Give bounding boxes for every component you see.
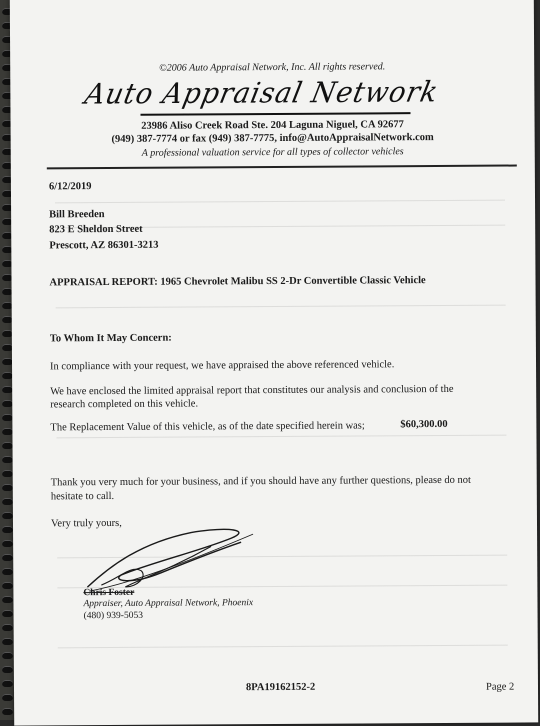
recipient-name: Bill Breeden [49, 209, 105, 221]
binder-ring [2, 568, 13, 575]
binder-ring [2, 540, 13, 547]
company-address: 23986 Aliso Creek Road Ste. 204 Laguna Niguel, CA 92677 [141, 119, 404, 132]
logo-underline [140, 112, 410, 116]
reference-number: 8PA19162152-2 [245, 681, 316, 694]
binder-ring [2, 456, 13, 463]
recipient-street: 823 E Sheldon Street [49, 223, 143, 236]
copyright-notice: ©2006 Auto Appraisal Network, Inc. All rights reserved. [159, 61, 386, 74]
handwritten-signature [81, 524, 261, 595]
binder-ring [2, 638, 13, 645]
recipient-city: Prescott, AZ 86301-3213 [49, 239, 159, 252]
paragraph-thanks-line1: Thank you very much for your business, and if you should have any further questions, please do not [50, 474, 471, 489]
binder-ring [2, 610, 13, 617]
appraisal-subject: APPRAISAL REPORT: 1965 Chevrolet Malibu SS 2-Dr Convertible Classic Vehicle [49, 275, 426, 289]
binder-ring [2, 694, 13, 701]
binder-ring [2, 624, 13, 631]
binder-ring [2, 652, 13, 659]
page-number: Page 2 [485, 681, 515, 693]
binder-ring [2, 484, 13, 491]
closing: Very truly yours, [50, 517, 122, 530]
company-logo: Auto Appraisal Network [82, 76, 442, 111]
binder-ring [2, 498, 13, 505]
binder-ring [2, 666, 13, 673]
replacement-value-label: The Replacement Value of this vehicle, as of the date specified herein was; [50, 420, 365, 434]
signer-name: Chris Foster [83, 587, 135, 599]
paragraph-enclosed-line1: We have enclosed the limited appraisal report that constitutes our analysis and conclusion of the [50, 383, 454, 398]
binder-ring [2, 470, 13, 477]
binder-ring [2, 442, 13, 449]
letterhead-divider [47, 165, 517, 169]
salutation: To Whom It May Concern: [49, 332, 172, 345]
company-contact: (949) 387-7774 or fax (949) 387-7775, info@AutoAppraisalNetwork.com [111, 132, 434, 145]
paragraph-thanks-line2: hesitate to call. [50, 490, 115, 503]
binder-ring [2, 708, 13, 715]
binder-ring [2, 526, 13, 533]
paragraph-compliance: In compliance with your request, we have appraised the above referenced vehicle. [50, 359, 395, 373]
signer-title: Appraiser, Auto Appraisal Network, Phoenix [83, 598, 254, 610]
company-tagline: A professional valuation service for all types of collector vehicles [141, 146, 404, 159]
letter-page [10, 0, 538, 726]
binder-ring [2, 428, 13, 435]
letter-date: 6/12/2019 [48, 181, 92, 193]
binder-ring [2, 512, 13, 519]
paragraph-enclosed-line2: research completed on this vehicle. [50, 398, 199, 411]
binder-ring [2, 554, 13, 561]
binder-ring [2, 582, 13, 589]
binder-ring [2, 596, 13, 603]
replacement-value-amount: $60,300.00 [400, 418, 448, 431]
signer-phone: (480) 939-5053 [83, 610, 143, 622]
binder-ring [2, 680, 13, 687]
